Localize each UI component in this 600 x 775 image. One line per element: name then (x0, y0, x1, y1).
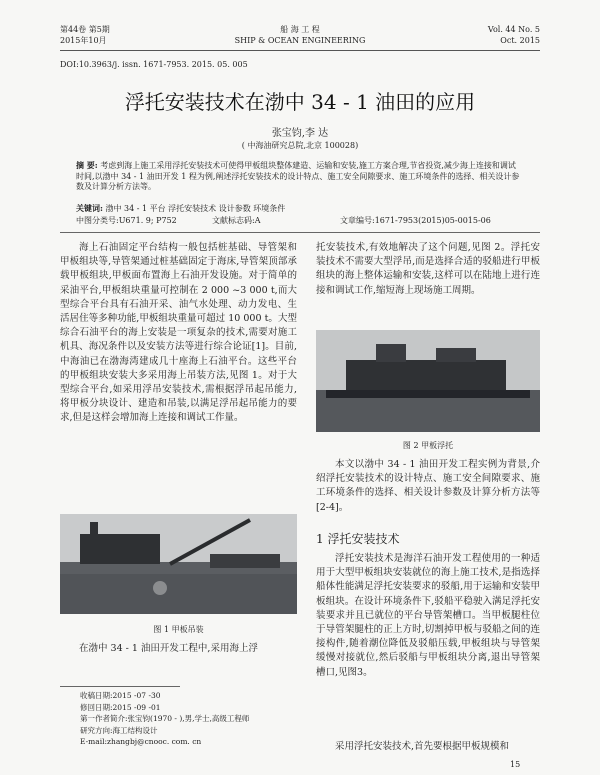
header-date-cn: 2015年10月 (60, 36, 107, 45)
col2-paragraph-3: 浮托安装技术是海洋石油开发工程使用的一种适用于大型甲板组块安装就位的海上施工技术,是指选择船体性能满足浮托安装要求的驳船,用于运输和安装甲板组块。在设计环境条件下,驳船平稳驶入满足浮托安装要求并且已就位的平台导管架槽口。当甲板腿柱位于导管架腿柱的正上方时,切割掉甲板与驳船之间的连接构件,随着潮位降低及驳船压载,甲板组块与导管架缓慢对接就位,然后驳船与甲板组块分离,退出导管架槽口,见图3。 (316, 553, 540, 678)
clc-number: 中图分类号:U671. 9; P752 (76, 216, 177, 225)
document-code: 文献标志码:A (212, 216, 261, 225)
abstract-text: 考虑到海上施工采用浮托安装技术可使得甲板组块整体建造、运输和安装,施工方案合理,节省投资,减少海上连接和调试时间,以渤中 34 - 1 油田开发 1 程为例,阐述浮托安装技术的设计特点、施工安全间隙要求、施工环境条件的选择、相关设计参数及计算分析方法等。 (76, 161, 520, 191)
footnote-author: 第一作者简介:张宝钧(1970 - ),男,学士,高级工程师 (80, 714, 250, 724)
footnote-rule (60, 686, 180, 687)
keywords (76, 203, 520, 214)
footnote-received: 收稿日期:2015 -07 -30 (80, 691, 161, 700)
footnotes (80, 690, 249, 748)
figure-1-photo (60, 514, 297, 614)
header-journal-en: SHIP & OCEAN ENGINEERING (234, 36, 366, 45)
authors: 张宝钧,李 达 (271, 128, 329, 139)
page-number: 15 (510, 760, 521, 769)
keywords-text: 渤中 34 - 1 平台 浮托安装技术 设计参数 环境条件 (105, 204, 286, 213)
page-title: 浮托安装技术在渤中 34 - 1 油田的应用 (124, 90, 476, 114)
figure-2-photo (316, 330, 540, 432)
header-volume-right (488, 24, 540, 46)
doi: DOI:10.3963/j. issn. 1671-7953. 2015. 05. 005 (60, 60, 248, 69)
figure-2-caption: 图 2 甲板浮托 (402, 441, 454, 450)
header-journal-cn: 船 海 工 程 (280, 25, 320, 34)
article-number: 文章编号:1671-7953(2015)05-0015-06 (340, 216, 491, 225)
col2-paragraph-1: 托安装技术,有效地解决了这个问题,见图 2。浮托安装技术不需要大型浮吊,而是选择合适的驳船进行甲板组块的海上整体运输和安装,这样可以在陆地上进行连接和调试工作,缩短海上现场施工周期。 (316, 242, 540, 296)
col2-paragraph-2: 本文以渤中 34 - 1 油田开发工程实例为背景,介绍浮托安装技术的设计特点、施工安全间隙要求、施工环境条件的选择、相关设计参数及计算分析方法等[2-4]。 (316, 459, 540, 513)
header-vol-issue-cn: 第44卷 第5期 (60, 25, 110, 34)
figure-1 (60, 514, 297, 614)
footnote-revised: 修回日期:2015 -09 -01 (80, 702, 161, 712)
col1-continued-text: 在渤中 34 - 1 油田开发工程中,采用海上浮 (79, 643, 258, 654)
col2-paragraph-4: 采用浮托安装技术,首先要根据甲板规模和 (335, 741, 510, 752)
intro-paragraph: 海上石油固定平台结构一般包括桩基础、导管架和甲板组块等,导管架通过桩基础固定于海床,导管架顶部承载甲板组块,甲板面布置海上石油开发设施。对于简单的采油平台,甲板组块重量可控制在 2 000 ~3 000 t,而大型综合平台具有石油开采、油气水处理、动力发电、生活居住等多种功能,甲板组块重量可超过 10 000 t。大型综合石油平台的海上安装是一项复杂的技术,需要对施工机具、海况条件以及安装方法等进行综合论证[1]。目前,中海油已在渤海湾建成几十座海上石油平台。这些平台的甲板组块安装大多采用海上吊装方法,见图 1。对于大型综合平台,如采用浮吊安装技术,需根据浮吊起吊能力,将甲板分块设计、建造和吊装,以满足浮吊起吊能力的要求,但是这样会增加海上连接和调试工作量。 (60, 242, 297, 424)
figure-2 (316, 330, 540, 432)
keywords-label: 关键词: (76, 203, 103, 213)
abstract (76, 160, 520, 193)
section-1-heading: 1 浮托安装技术 (316, 532, 400, 546)
section-divider (60, 232, 540, 233)
header-date-en: Oct. 2015 (500, 36, 540, 45)
footnote-email: E-mail:zhangbj@cnooc. com. cn (80, 737, 202, 747)
abstract-label: 摘 要: (76, 160, 98, 170)
header-rule (60, 50, 540, 51)
affiliation: ( 中海油研究总院,北京 100028) (241, 141, 359, 150)
header-vol-issue-en: Vol. 44 No. 5 (487, 25, 540, 34)
footnote-research: 研究方向:海工结构设计 (80, 725, 158, 735)
figure-1-caption: 图 1 甲板吊装 (153, 625, 204, 634)
